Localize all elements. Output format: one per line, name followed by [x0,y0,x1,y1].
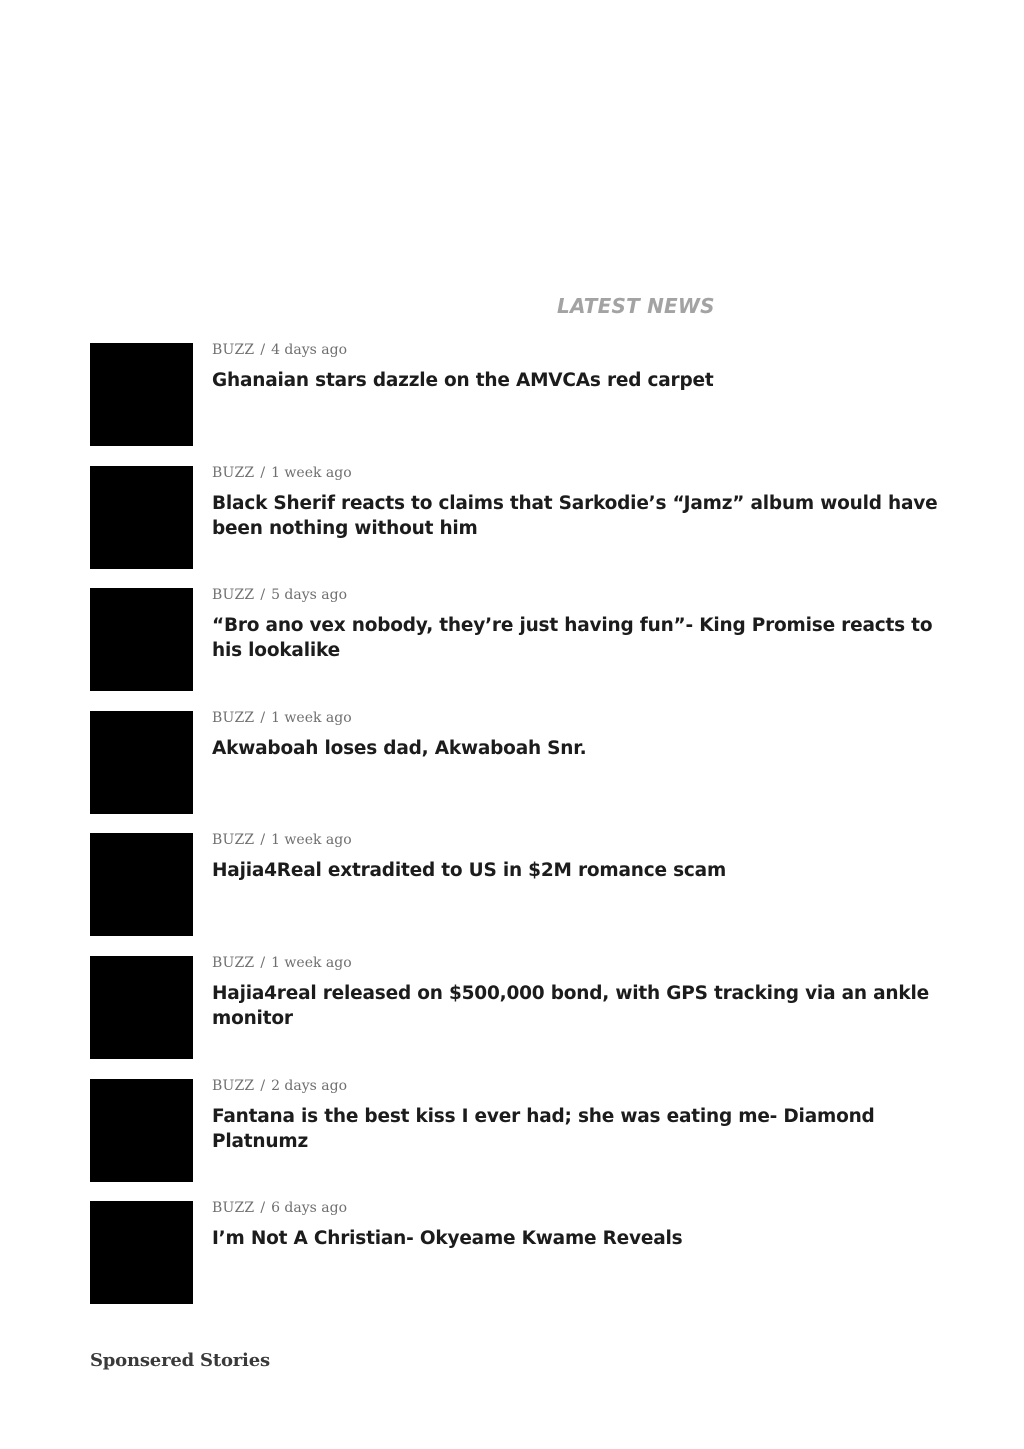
article-time: 1 week ago [271,832,352,849]
article-item[interactable] [90,833,950,936]
article-category[interactable]: BUZZ [212,1200,255,1217]
article-text [212,708,950,814]
article-category[interactable]: BUZZ [212,587,255,604]
article-time: 2 days ago [271,1077,348,1094]
article-time: 4 days ago [271,342,348,358]
article-thumbnail[interactable] [90,588,193,691]
article-meta [212,1076,950,1096]
article-time: 5 days ago [271,587,348,604]
meta-separator: / [260,1200,266,1217]
article-text [212,953,950,1059]
article-title[interactable]: Akwaboah loses dad, Akwaboah Snr. [212,737,587,759]
article-meta [212,708,950,728]
article-meta [212,830,950,850]
article-title[interactable]: I’m Not A Christian- Okyeame Kwame Reveals [212,1228,683,1250]
article-category[interactable]: BUZZ [212,832,255,849]
article-thumbnail[interactable] [90,1079,193,1182]
article-item[interactable] [90,956,950,1059]
article-title[interactable]: Hajia4real released on $500,000 bond, with GPS tracking via an ankle monitor [212,982,929,1029]
tab-trending-now[interactable] [311,288,541,324]
meta-separator: / [260,709,266,726]
meta-separator: / [260,954,266,971]
article-thumbnail[interactable] [90,343,193,446]
article-meta [212,463,950,483]
article-title[interactable]: Hajia4Real extradited to US in $2M romance scam [212,860,727,882]
article-thumbnail[interactable] [90,956,193,1059]
article-meta [212,585,950,605]
article-text [212,1076,950,1182]
article-time: 6 days ago [271,1200,348,1217]
article-meta [212,340,950,360]
article-meta [212,1198,950,1218]
article-item[interactable] [90,711,950,814]
meta-separator: / [260,832,266,849]
article-category[interactable]: BUZZ [212,709,255,726]
tab-trending-now-label: TRENDING NOW [335,294,518,318]
article-meta [212,953,950,973]
meta-separator: / [260,1077,266,1094]
article-item[interactable] [90,343,950,446]
article-category[interactable]: BUZZ [212,954,255,971]
article-title[interactable]: “Bro ano vex nobody, they’re just having fun”- King Promise reacts to his lookalike [212,615,933,662]
article-thumbnail[interactable] [90,711,193,814]
article-title[interactable]: Ghanaian stars dazzle on the AMVCAs red carpet [212,370,714,391]
article-category[interactable]: BUZZ [212,464,255,481]
article-category[interactable]: BUZZ [212,1077,255,1094]
meta-separator: / [260,342,266,358]
meta-separator: / [260,464,266,481]
tab-latest-news-label: LATEST NEWS [557,294,715,318]
article-text [212,463,950,569]
tab-latest-news[interactable] [551,288,721,324]
article-text [212,1198,950,1304]
news-tabs [0,288,1024,324]
article-time: 1 week ago [271,954,352,971]
article-text [212,585,950,691]
article-time: 1 week ago [271,464,352,481]
article-item[interactable] [90,588,950,691]
article-time: 1 week ago [271,709,352,726]
article-thumbnail[interactable] [90,1201,193,1304]
article-title[interactable]: Fantana is the best kiss I ever had; she was eating me- Diamond Platnumz [212,1105,875,1152]
article-thumbnail[interactable] [90,466,193,569]
sponsored-stories-heading: Sponsered Stories [90,1350,270,1371]
article-title[interactable]: Black Sherif reacts to claims that Sarkodie’s “Jamz” album would have been nothing without him [212,492,938,539]
article-text [212,830,950,936]
article-list [90,343,950,1324]
meta-separator: / [260,587,266,604]
article-thumbnail[interactable] [90,833,193,936]
article-category[interactable]: BUZZ [212,342,255,358]
article-item[interactable] [90,1079,950,1182]
article-text [212,340,950,446]
article-item[interactable] [90,466,950,569]
article-item[interactable] [90,1201,950,1304]
